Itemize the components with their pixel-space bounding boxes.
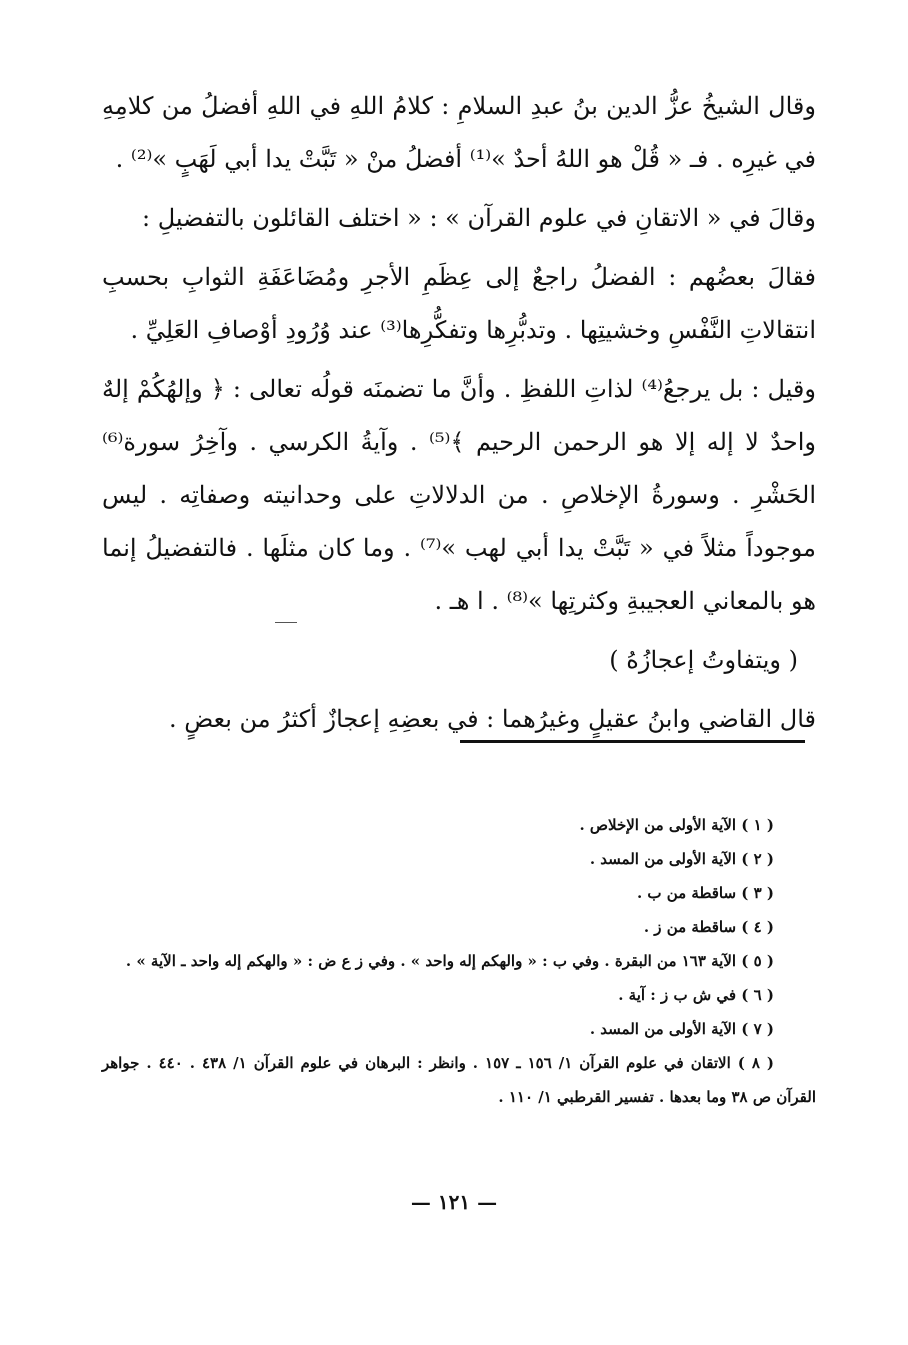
footnote-divider [460, 740, 805, 743]
footnote-6: ( ٦ ) في ش ب ز : آية . [618, 986, 774, 1004]
footnote-8: ( ٨ ) الاتقان في علوم القرآن ١/ ١٥٦ ـ ١٥٧ . وانظر : البرهان في علوم القرآن ١/ ٤٣٨ . ٤٤٠ . جواهر القرآن ص ٣٨ وما بعدها . تفسير القرطبي ١/ ١١٠ . [102, 1054, 816, 1106]
footnote-7: ( ٧ ) الآية الأولى من المسد . [589, 1020, 774, 1038]
paragraph-4: وقيل : بل يرجعُ⁽⁴⁾ لذاتِ اللفظِ . وأنَّ ما تضمنَه قولُه تعالى : ﴿ وإلهُكُمْ إلهٌ واحدٌ لا إله إلا هو الرحمن الرحيم ﴾⁽⁵⁾ . وآيةُ الكرسي . وآخِرُ سورة⁽⁶⁾ الحَشْرِ . وسورةُ الإخلاصِ . من الدلالاتِ على وحدانيته وصفاتِه . ليس موجوداً مثلاً في « تَبَّتْ يدا أبي لهب »⁽⁷⁾ . وما كان مثلَها . فالتفضيلُ إنما هو بالمعاني العجيبةِ وكثرتِها »⁽⁸⁾ . ا هـ . [102, 375, 816, 615]
short-divider [275, 622, 297, 623]
footnote-1: ( ١ ) الآية الأولى من الإخلاص . [579, 816, 774, 834]
page-number: — ١٢١ — [410, 1190, 498, 1214]
paragraph-3: فقالَ بعضُهم : الفضلُ راجعٌ إلى عِظَمِ الأجرِ ومُضَاعَفَةِ الثوابِ بحسبِ انتقالاتِ النَّفْسِ وخشيتِها . وتدبُّرِها وتفكُّرِها⁽³⁾ عند وُرُودِ أوْصافِ العَلِيِّ . [102, 263, 816, 344]
footnote-2: ( ٢ ) الآية الأولى من المسد . [589, 850, 774, 868]
footnote-5: ( ٥ ) الآية ١٦٣ من البقرة . وفي ب : « والهكم إله واحد » . وفي ز ع ض : « والهكم إله واحد ـ الآية » . [125, 952, 774, 970]
footnote-4: ( ٤ ) ساقطة من ز . [643, 918, 774, 936]
main-text [102, 80, 816, 752]
footnote-3: ( ٣ ) ساقطة من ب . [636, 884, 774, 902]
footnotes [102, 808, 816, 1114]
section-heading: ( ويتفاوتُ إعجازُهُ ) [609, 646, 798, 674]
paragraph-1: وقال الشيخُ عزُّ الدين بنُ عبدِ السلامِ : كلامُ اللهِ في اللهِ أفضلُ من كلامِهِ في غيرِه . فـ « قُلْ هو اللهُ أحدٌ »⁽¹⁾ أفضلُ منْ « تَبَّتْ يدا أبي لَهَبٍ »⁽²⁾ . [102, 92, 816, 173]
closing-paragraph: قال القاضي وابنُ عقيلٍ وغيرُهما : في بعضِهِ إعجازٌ أكثرُ من بعضٍ . [168, 705, 816, 733]
paragraph-2: وقالَ في « الاتقانِ في علوم القرآن » : « اختلف القائلون بالتفضيلِ : [142, 204, 816, 232]
